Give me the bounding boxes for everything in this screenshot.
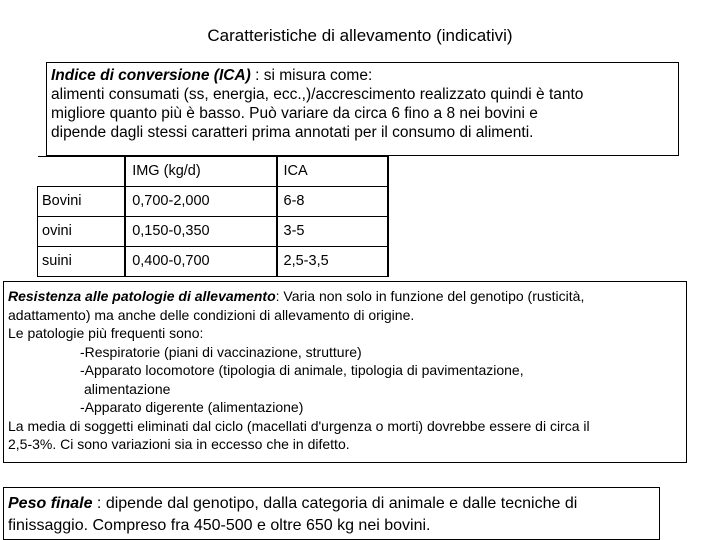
table-cell: 0,150-0,350 <box>125 216 276 246</box>
peso-line-1 <box>8 493 655 515</box>
ica-term: Indice di conversione (ICA) <box>51 67 251 84</box>
peso-line-1-text: : dipende dal genotipo, dalla categoria di animale e dalle tecniche di <box>92 495 578 512</box>
table-cell: ovini <box>38 216 126 246</box>
table-header-cell: IMG (kg/d) <box>125 156 276 186</box>
table-cell: suini <box>38 246 126 276</box>
table-row <box>38 186 389 216</box>
table-row <box>38 246 389 276</box>
ica-line-1 <box>51 66 674 85</box>
ica-line-2: alimenti consumati (ss, energia, ecc.,)/accrescimento realizzato quindi è tanto <box>51 86 584 103</box>
res-item-1: -Respiratorie (piani di vaccinazione, strutture) <box>80 343 362 360</box>
peso-textbox <box>3 487 660 540</box>
table-cell: Bovini <box>38 186 126 216</box>
res-term: Resistenza alle patologie di allevamento <box>8 288 276 304</box>
res-line-3: Le patologie più frequenti sono: <box>8 325 204 341</box>
peso-term: Peso finale <box>8 495 93 512</box>
res-item-2-cont: alimentazione <box>84 380 171 397</box>
table-header-cell <box>38 156 126 186</box>
table-cell: 0,700-2,000 <box>125 186 276 216</box>
table-cell: 3-5 <box>277 216 388 246</box>
res-line-1 <box>8 287 682 306</box>
table-cell: 6-8 <box>277 186 388 216</box>
table-header-cell: ICA <box>277 156 388 186</box>
ica-textbox <box>46 62 679 156</box>
res-line-1-text: : Varia non solo in funzione del genotipo (rusticità, <box>275 288 585 304</box>
res-item-2: -Apparato locomotore (tipologia di animale, tipologia di pavimentazione, <box>80 362 524 378</box>
resistenza-textbox <box>3 281 687 463</box>
table-cell: 0,400-0,700 <box>125 246 276 276</box>
res-line-2: adattamento) ma anche delle condizioni di allevamento di origine. <box>8 306 415 323</box>
res-item-3: -Apparato digerente (alimentazione) <box>80 399 304 415</box>
table-header-row <box>38 156 389 186</box>
ica-line-1-text: : si misura come: <box>250 67 373 84</box>
table-cell: 2,5-3,5 <box>277 246 388 276</box>
res-line-4: La media di soggetti eliminati dal ciclo (macellati d'urgenza o morti) dovrebbe essere di circa il <box>8 417 590 434</box>
growth-table <box>37 155 389 277</box>
slide-title: Caratteristiche di allevamento (indicativi) <box>207 26 513 45</box>
ica-line-4: dipende dagli stessi caratteri prima annotati per il consumo di alimenti. <box>51 124 534 141</box>
table-row <box>38 216 389 246</box>
peso-line-2: finissaggio. Compreso fra 450-500 e oltre 650 kg nei bovini. <box>8 517 431 534</box>
res-line-5: 2,5-3%. Ci sono variazioni sia in eccesso che in difetto. <box>8 436 350 452</box>
ica-line-3: migliore quanto più è basso. Può variare da circa 6 fino a 8 nei bovini e <box>51 105 538 122</box>
